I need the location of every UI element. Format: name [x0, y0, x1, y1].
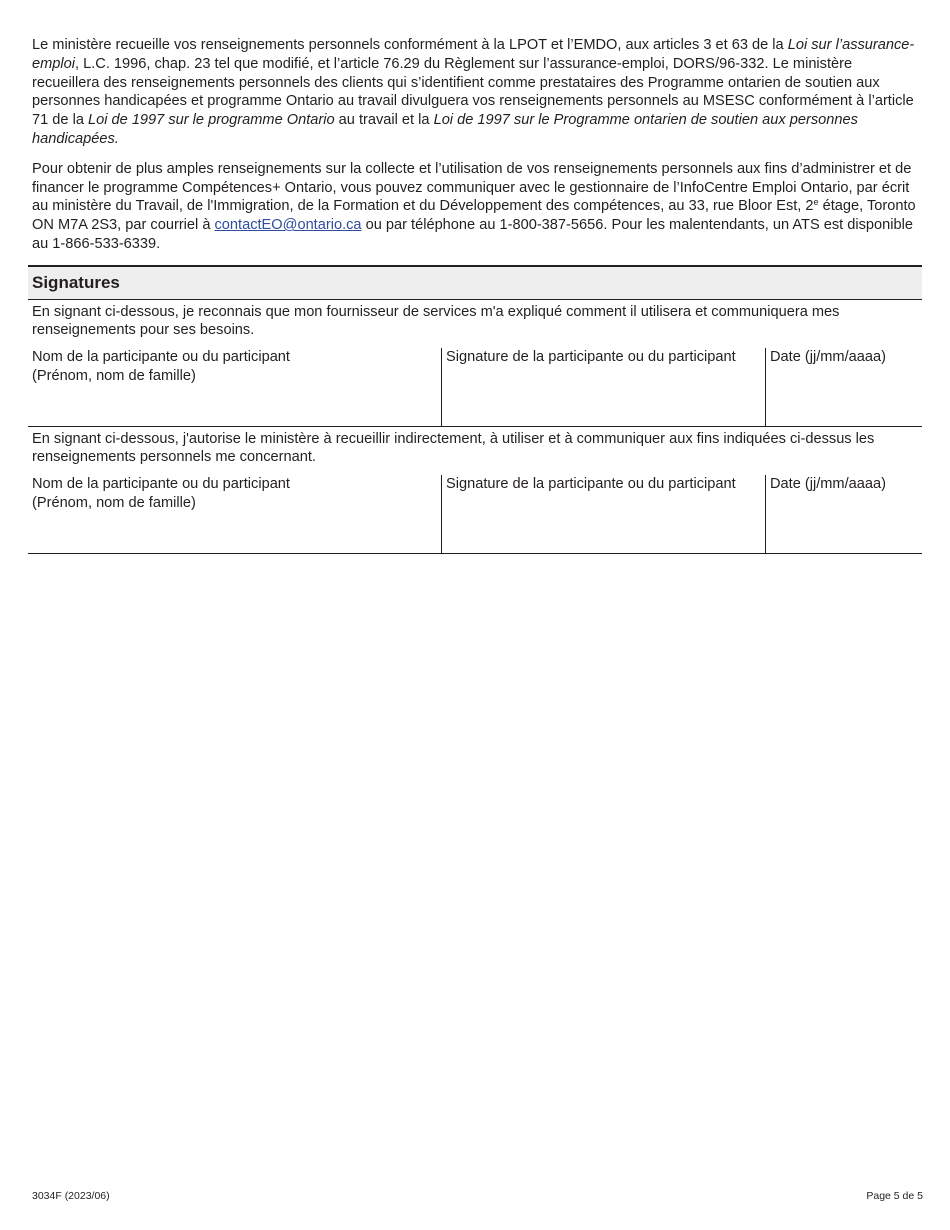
- privacy-paragraph-1: [32, 36, 922, 149]
- field-label: Nom de la participante ou du participant: [32, 475, 290, 492]
- date-field[interactable]: [765, 475, 922, 553]
- email-link[interactable]: contactEO@ontario.ca: [214, 217, 362, 234]
- privacy-paragraph-2: [32, 160, 922, 254]
- signatures-section: [28, 265, 922, 554]
- text-span: Pour obtenir de plus amples renseignements sur la collecte et l’utilisation de vos renseignements personnels aux fins d’administrer et de financer le programme Compétences+ Ontario, vous pouvez communiquer avec le gestionnaire de l’InfoCentre Emploi Ontario, par écrit au ministère du Travail, de l'Immigration, de la Formation et du Développement des compétences, au 33, rue Bloor Est, 2: [32, 160, 912, 215]
- text-span: Le ministère recueille vos renseignements personnels conformément à la LPOT et l’EMDO, aux articles 3 et 63 de la: [32, 37, 788, 53]
- acknowledgement-text: En signant ci-dessous, je reconnais que mon fournisseur de services m'a expliqué comment il utilisera et communiquera mes renseignements pour ses besoins.: [32, 303, 840, 339]
- authorization-text: En signant ci-dessous, j'autorise le ministère à recueillir indirectement, à utiliser et à communiquer aux fins indiquées ci-dessus les renseignements personnels me concernant.: [32, 430, 875, 466]
- italic-act-title: Loi sur l’assurance-emploi: [32, 37, 915, 72]
- field-label: Date (jj/mm/aaaa): [770, 475, 886, 492]
- page-number: Page 5 de 5: [866, 1190, 923, 1202]
- form-number: 3034F (2023/06): [32, 1190, 110, 1202]
- page-footer: [32, 1190, 923, 1202]
- superscript: e: [813, 197, 819, 208]
- text-span: ou par téléphone au 1-800-387-5656. Pour les malentendants, un ATS est disponible au 1-866-533-6339.: [32, 217, 913, 252]
- field-label: Date (jj/mm/aaaa): [770, 348, 886, 365]
- field-sublabel: (Prénom, nom de famille): [32, 367, 196, 384]
- italic-act-title: Loi de 1997 sur le Programme ontarien de soutien aux personnes handicapées.: [32, 112, 858, 147]
- field-label: Nom de la participante ou du participant: [32, 348, 290, 365]
- date-field[interactable]: [765, 348, 922, 426]
- field-label: Signature de la participante ou du participant: [446, 348, 736, 365]
- participant-signature-field[interactable]: [441, 348, 765, 426]
- signatures-header: [28, 267, 922, 300]
- signature-block-1: [28, 300, 922, 427]
- form-page: [28, 36, 922, 554]
- italic-act-title: Loi de 1997 sur le programme Ontario: [88, 112, 335, 129]
- participant-signature-field[interactable]: [441, 475, 765, 553]
- field-label: Signature de la participante ou du participant: [446, 475, 736, 492]
- participant-name-field[interactable]: [28, 348, 441, 426]
- text-span: au travail et la: [334, 112, 434, 129]
- field-sublabel: (Prénom, nom de famille): [32, 494, 196, 511]
- signature-row: [28, 475, 922, 553]
- participant-name-field[interactable]: [28, 475, 441, 553]
- signature-block-2: [28, 427, 922, 554]
- text-span: étage, Toronto ON M7A 2S3, par courriel à: [32, 198, 916, 234]
- signature-row: [28, 348, 922, 426]
- text-span: , L.C. 1996, chap. 23 tel que modifié, et l’article 76.29 du Règlement sur l’assurance-emploi, DORS/96-332. Le ministère recueillera des renseignements personnels des clients qui s’identifient comme prestataires des Programme ontarien de soutien aux personnes handicapées et programme Ontario au travail divulguera vos renseignements personnels au MSESC conformément à l’article 71 de la: [32, 55, 914, 129]
- section-title: Signatures: [32, 272, 120, 292]
